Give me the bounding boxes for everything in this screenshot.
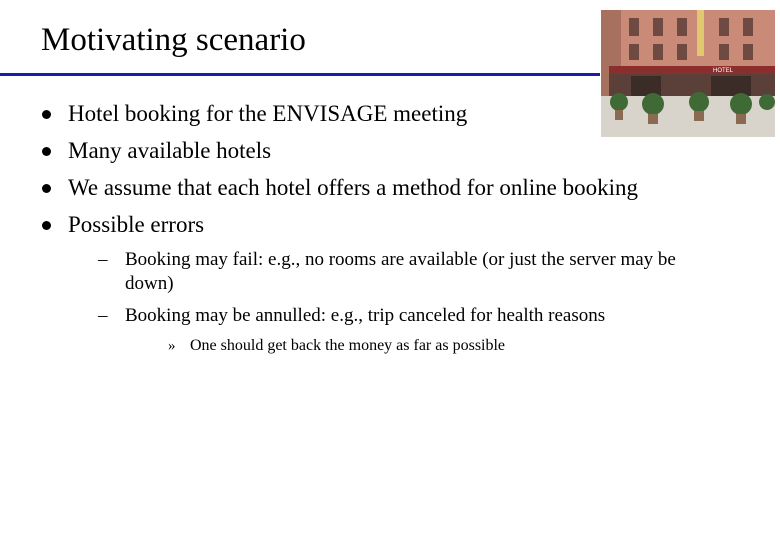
slide-title: Motivating scenario: [41, 22, 306, 58]
bullet-text: Hotel booking for the ENVISAGE meeting: [68, 101, 468, 126]
bullet-list: [42, 100, 722, 356]
bullet-dot-icon: [42, 184, 51, 193]
bullet-text: Possible errors: [68, 212, 205, 237]
dash-marker: –: [98, 249, 108, 270]
sub-bullet-text: Booking may fail: e.g., no rooms are available (or just the server may be down): [125, 249, 676, 294]
hotel-sign: HOTEL: [713, 68, 734, 74]
bullet-item: [42, 174, 678, 201]
bullet-text: Many available hotels: [68, 138, 272, 163]
bullet-item: [42, 137, 722, 164]
sub-sub-bullet-item: [168, 336, 688, 356]
bullet-text: We assume that each hotel offers a method for online booking: [68, 175, 639, 200]
bullet-dot-icon: [42, 110, 51, 119]
bullet-item: [42, 211, 722, 238]
sub-bullet-item: [98, 248, 688, 296]
bullet-dot-icon: [42, 221, 51, 230]
bullet-item: [42, 100, 722, 127]
sub-bullet-item: [98, 304, 688, 328]
sub-bullet-list: [98, 248, 688, 356]
sub-bullet-text: Booking may be annulled: e.g., trip canceled for health reasons: [125, 305, 606, 326]
bullet-dot-icon: [42, 147, 51, 156]
raquo-marker: »: [168, 338, 176, 354]
sub-sub-bullet-list: [168, 336, 688, 356]
dash-marker: –: [98, 305, 108, 326]
title-underline: [0, 73, 600, 76]
sub-sub-bullet-text: One should get back the money as far as possible: [190, 337, 506, 354]
